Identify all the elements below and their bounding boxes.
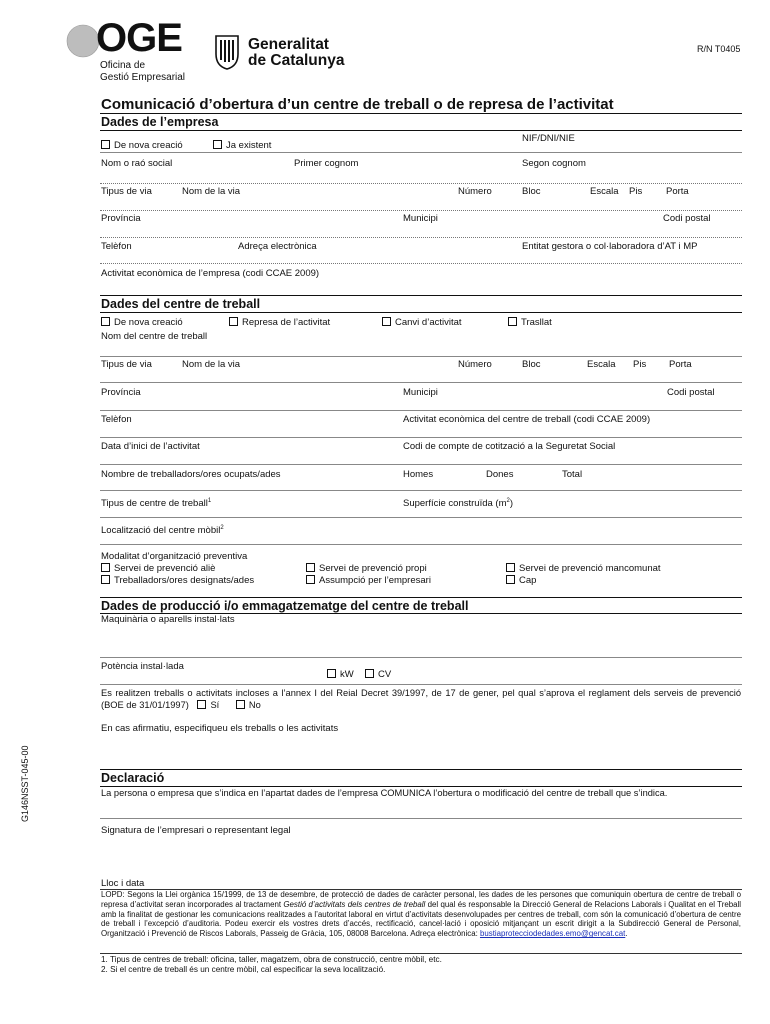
gencat-logo: [214, 34, 374, 74]
centre-provincia-label: Província: [101, 387, 141, 398]
annex-question: Es realitzen treballs o activitats incloses a l’annex I del Reial Decret 39/1997, de 17 de gener, pel qual s’aprova el reglament dels serveis de prevenció (BOE de 31/01/1997) Sí No: [101, 688, 741, 710]
checkbox-treballadors-designats[interactable]: [101, 575, 110, 584]
tipus-centre-label: Tipus de centre de treball$^1$: [101, 498, 212, 510]
nif-label: NIF/DNI/NIE: [522, 133, 575, 144]
centre-porta-label: Porta: [669, 359, 692, 370]
option-si[interactable]: Sí: [197, 700, 219, 710]
option-no[interactable]: No: [236, 700, 261, 710]
checkbox-canvi-activitat[interactable]: [382, 317, 391, 326]
centre-pis-label: Pis: [633, 359, 647, 370]
footnote-2: 2. Si el centre de treball és un centre mòbil, cal especificar la seva localització.: [101, 965, 386, 974]
data-protection-email-link[interactable]: bustiaprotecciodedades.emo@gencat.cat: [479, 929, 626, 939]
option-cv[interactable]: CV: [365, 669, 391, 680]
activitat-empresa-label: Activitat econòmica de l’empresa (codi CCAE 2009): [101, 268, 320, 279]
checkbox-servei-alie[interactable]: [101, 563, 110, 572]
gencat-shield-icon: [214, 34, 240, 70]
option-servei-propi[interactable]: Servei de prevenció propi: [306, 563, 427, 574]
checkbox-represa-activitat[interactable]: [229, 317, 238, 326]
municipi-label: Municipi: [403, 213, 438, 224]
option-trasllat[interactable]: Trasllat: [508, 317, 552, 328]
page-title: Comunicació d’obertura d’un centre de treball o de represa de l’activitat: [101, 96, 614, 113]
centre-escala-label: Escala: [587, 359, 616, 370]
side-form-code: G146NSST-045-00: [20, 745, 30, 822]
document-reference: R/N T0405: [697, 44, 741, 54]
localitzacio-centre-mobil-label: Localització del centre mòbil$^2$: [101, 525, 224, 537]
entitat-gestora-label: Entitat gestora o col·laboradora d’AT i MP: [522, 241, 698, 252]
checkbox-servei-mancomunat[interactable]: [506, 563, 515, 572]
section-heading-produccio: Dades de producció i/o emmagatzematge del centre de treball: [101, 599, 469, 613]
segon-cognom-label: Segon cognom: [522, 158, 586, 169]
centre-telefon-label: Telèfon: [101, 414, 132, 425]
option-represa-activitat[interactable]: Represa de l’activitat: [229, 317, 330, 328]
signatura-label: Signatura de l’empresari o representant legal: [101, 825, 291, 836]
codi-compte-cotitzacio-label: Codi de compte de cotització a la Seguretat Social: [403, 441, 616, 452]
option-treballadors-designats[interactable]: Treballadors/ores designats/ades: [101, 575, 254, 586]
telefon-label: Telèfon: [101, 241, 132, 252]
maquinaria-label: Maquinària o aparells instal·lats: [101, 614, 235, 625]
primer-cognom-label: Primer cognom: [294, 158, 359, 169]
tipus-via-label: Tipus de via: [101, 186, 152, 197]
lloc-data-label: Lloc i data: [101, 878, 145, 889]
checkbox-servei-propi[interactable]: [306, 563, 315, 572]
escala-label: Escala: [590, 186, 619, 197]
adreca-electronica-label: Adreça electrònica: [238, 241, 317, 252]
option-assumpcio-empresari[interactable]: Assumpció per l’empresari: [306, 575, 431, 586]
declaracio-text: La persona o empresa que s’indica en l’apartat dades de l’empresa COMUNICA l’obertura o modificació del centre de treball que s’indica.: [101, 788, 668, 798]
centre-numero-label: Número: [458, 359, 492, 370]
oge-subtitle-line-2: Gestió Empresarial: [100, 72, 186, 83]
section-heading-centre: Dades del centre de treball: [101, 297, 261, 311]
checkbox-kw[interactable]: [327, 669, 336, 678]
option-centre-nova-creacio[interactable]: De nova creació: [101, 317, 183, 328]
option-servei-alie[interactable]: Servei de prevenció aliè: [101, 563, 215, 574]
provincia-label: Província: [101, 213, 141, 224]
oge-logo-circle-icon: [66, 24, 100, 58]
centre-bloc-label: Bloc: [522, 359, 541, 370]
option-canvi-activitat[interactable]: Canvi d’activitat: [382, 317, 462, 328]
checkbox-assumpcio-empresari[interactable]: [306, 575, 315, 584]
centre-municipi-label: Municipi: [403, 387, 438, 398]
section-heading-declaracio: Declaració: [101, 771, 165, 785]
checkbox-cv[interactable]: [365, 669, 374, 678]
superficie-label: Superfície construïda $(m^2)$: [403, 498, 514, 510]
homes-label: Homes: [403, 469, 434, 480]
data-inici-label: Data d’inici de l’activitat: [101, 441, 200, 452]
centre-tipus-via-label: Tipus de via: [101, 359, 152, 370]
centre-codi-postal-label: Codi postal: [667, 387, 715, 398]
porta-label: Porta: [666, 186, 689, 197]
option-kw[interactable]: kW: [327, 669, 354, 680]
especifiqueu-label: En cas afirmatiu, especifiqueu els treballs o les activitats: [101, 723, 339, 734]
numero-label: Número: [458, 186, 492, 197]
option-servei-mancomunat[interactable]: Servei de prevenció mancomunat: [506, 563, 661, 574]
nombre-treballadors-label: Nombre de treballadors/ores ocupats/ades: [101, 469, 281, 480]
checkbox-trasllat[interactable]: [508, 317, 517, 326]
option-cap[interactable]: Cap: [506, 575, 536, 586]
total-label: Total: [562, 469, 583, 480]
gencat-name-line-1: Generalitat: [248, 36, 329, 53]
pis-label: Pis: [629, 186, 643, 197]
centre-nom-via-label: Nom de la via: [182, 359, 241, 370]
footnote-ref-2: 2: [220, 525, 224, 531]
bloc-label: Bloc: [522, 186, 541, 197]
checkbox-centre-nova-creacio[interactable]: [101, 317, 110, 326]
checkbox-no[interactable]: [236, 700, 245, 709]
option-empresa-nova-creacio[interactable]: De nova creació: [101, 140, 183, 151]
lopd-notice: LOPD: Segons la Llei orgànica 15/1999, de 13 de desembre, de protecció de dades de caràcter personal, les dades de les persones que comuniquin obertura de centre de treball o represa d’activitat seran incorporades al tractament Gestió d’activitats dels centres de treball del qual és responsable la Direcció General de Relacions Laborals i Qualitat en el Treball amb la finalitat de gestionar les comunicacions realitzades a l’autoritat laboral en virtut d’activitats desenvolupades per centres de treball, com són la comunicació d’obertura de centre de treball i l’excepció d’auditoria. Podeu exercir els vostres drets d’accés, rectificació, cancel·lació i oposició mitjançant un escrit dirigit a la Subdirecció General de Personal, Organització i Prevenció de Riscos Laborals, Passeig de Gràcia, 105, 08008 Barcelona. Adreça electrònica: bustiaprotecciodedades.emo@gencat.cat.: [101, 890, 741, 939]
oge-logo: [66, 16, 196, 84]
codi-postal-label: Codi postal: [663, 213, 711, 224]
potencia-label: Potència instal·lada: [101, 661, 184, 672]
nom-centre-label: Nom del centre de treball: [101, 331, 208, 342]
option-empresa-ja-existent[interactable]: Ja existent: [213, 140, 271, 151]
checkbox-empresa-nova-creacio[interactable]: [101, 140, 110, 149]
oge-subtitle-line-1: Oficina de: [100, 60, 146, 71]
nom-rao-social-label: Nom o raó social: [101, 158, 173, 169]
checkbox-empresa-ja-existent[interactable]: [213, 140, 222, 149]
dones-label: Dones: [486, 469, 514, 480]
checkbox-cap[interactable]: [506, 575, 515, 584]
section-heading-empresa: Dades de l’empresa: [101, 115, 219, 129]
nom-via-label: Nom de la via: [182, 186, 241, 197]
footnote-1: 1. Tipus de centres de treball: oficina, taller, magatzem, obra de construcció, centre mòbil, etc.: [101, 955, 442, 964]
gencat-name-line-2: de Catalunya: [248, 52, 345, 69]
oge-logo-text: OGE: [96, 16, 182, 60]
modalitat-label: Modalitat d’organització preventiva: [101, 551, 248, 562]
checkbox-si[interactable]: [197, 700, 206, 709]
centre-activitat-label: Activitat econòmica del centre de treball (codi CCAE 2009): [403, 414, 651, 425]
footnote-ref-1: 1: [207, 498, 212, 504]
